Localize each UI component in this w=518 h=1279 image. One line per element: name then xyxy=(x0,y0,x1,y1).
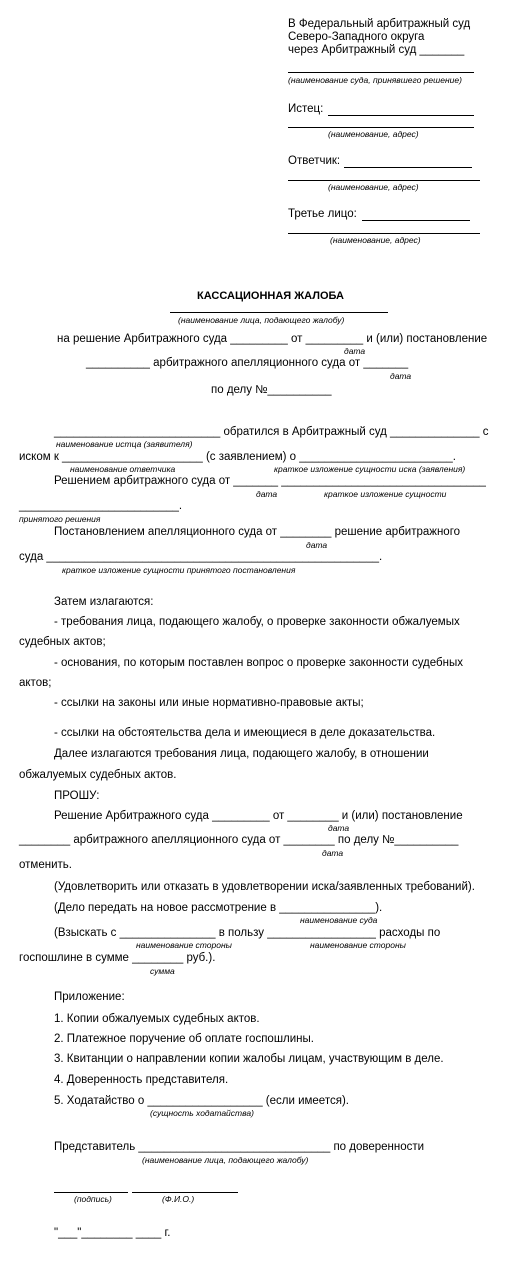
defendant-field-line xyxy=(344,167,472,168)
p2-line1: Решением арбитражного суда от _______ ________________________________ xyxy=(54,475,486,487)
appendix-item5-hint: (сущность ходатайства) xyxy=(150,1108,254,1118)
then-heading: Затем излагаются: xyxy=(54,596,154,608)
third-party-field-line xyxy=(362,220,470,221)
request1-line2: ________ арбитражного апелляционного суда от ________ по делу №__________ xyxy=(19,834,459,846)
bullet1-line1: - требования лица, подающего жалобу, о проверке законности обжалуемых xyxy=(54,616,460,628)
court-underline xyxy=(288,72,474,73)
request4-hint2: сумма xyxy=(150,966,175,976)
appendix-item: 3. Квитанции о направлении копии жалобы лицам, участвующим в деле. xyxy=(54,1053,444,1065)
defendant-label: Ответчик: xyxy=(288,155,341,167)
title-date-hint2: дата xyxy=(390,371,412,381)
appendix-item: 1. Копии обжалуемых судебных актов. xyxy=(54,1013,260,1025)
p1-line2: иском к ______________________ (с заявлением) о ________________________. xyxy=(19,451,456,463)
p1-hint2a: наименование ответчика xyxy=(70,464,176,474)
request4-line2: госпошлине в сумме ________ руб.). xyxy=(19,952,216,964)
request1-line1: Решение Арбитражного суда _________ от ________ и (или) постановление xyxy=(54,810,463,822)
request4-hint1a: наименование стороны xyxy=(136,940,232,950)
p1-line1: __________________________ обратился в Арбитражный суд ______________ с xyxy=(54,426,489,438)
further-line2: обжалуемых судебных актов. xyxy=(19,769,177,781)
representative-line: Представитель ______________________________ по доверенности xyxy=(54,1141,425,1153)
fullname-hint: (Ф.И.О.) xyxy=(162,1194,195,1204)
bullet1-line2: судебных актов; xyxy=(19,636,106,648)
bullet2-line2: актов; xyxy=(19,677,52,689)
defendant-hint: (наименование, адрес) xyxy=(328,182,419,192)
request4-line1: (Взыскать с _______________ в пользу _________________ расходы по xyxy=(54,927,441,939)
plaintiff-field-line xyxy=(328,115,474,116)
request2: (Удовлетворить или отказать в удовлетворении иска/заявленных требований). xyxy=(54,881,475,893)
further-line1: Далее излагаются требования лица, подающего жалобу, в отношении xyxy=(54,748,429,760)
defendant-field-line2 xyxy=(288,180,480,181)
addressee-court-line2: Северо-Западного округа xyxy=(288,31,425,43)
applicant-hint: (наименование лица, подающего жалобу) xyxy=(178,315,345,325)
plaintiff-label: Истец: xyxy=(288,103,324,115)
p2-hint1b: краткое изложение сущности xyxy=(324,489,447,499)
applicant-underline xyxy=(170,312,388,313)
appendix-item: 4. Доверенность представителя. xyxy=(54,1074,229,1086)
request1-hint2: дата xyxy=(322,848,344,858)
court-hint: (наименование суда, принявшего решение) xyxy=(288,75,462,85)
appendix-item: 5. Ходатайство о __________________ (если имеется). xyxy=(54,1095,349,1107)
request1-hint1: дата xyxy=(328,823,350,833)
request3-hint: наименование суда xyxy=(300,915,378,925)
p3-hint1: дата xyxy=(306,540,328,550)
bullet3: - ссылки на законы или иные нормативно-правовые акты; xyxy=(54,697,364,709)
plaintiff-field-line2 xyxy=(288,127,474,128)
representative-hint: (наименование лица, подающего жалобу) xyxy=(142,1155,309,1165)
signature-line xyxy=(54,1192,128,1193)
appendix-heading: Приложение: xyxy=(54,991,125,1003)
p1-hint1: наименование истца (заявителя) xyxy=(56,439,193,449)
request4-hint1b: наименование стороны xyxy=(310,940,406,950)
p3-line2: суда ____________________________________________________. xyxy=(19,551,383,563)
p3-line1: Постановлением апелляционного суда от ________ решение арбитражного xyxy=(54,526,461,538)
p1-hint2b: краткое изложение сущности иска (заявления) xyxy=(274,464,466,474)
request-heading: ПРОШУ: xyxy=(54,790,100,802)
p2-hint1a: дата xyxy=(256,489,278,499)
date-line: "___"________ ____ г. xyxy=(54,1227,171,1239)
request3: (Дело передать на новое рассмотрение в _______________). xyxy=(54,902,383,914)
p3-hint2: краткое изложение сущности принятого постановления xyxy=(62,565,296,575)
p2-hint2: принятого решения xyxy=(19,514,101,524)
signature-hint: (подпись) xyxy=(74,1194,112,1204)
appendix-item: 2. Платежное поручение об оплате госпошлины. xyxy=(54,1033,314,1045)
fullname-line xyxy=(132,1192,238,1193)
bullet4: - ссылки на обстоятельства дела и имеющиеся в деле доказательства. xyxy=(54,727,436,739)
request1-line3: отменить. xyxy=(19,859,72,871)
title-line1: на решение Арбитражного суда _________ от _________ и (или) постановление xyxy=(57,333,488,345)
third-party-field-line2 xyxy=(288,233,480,234)
case-number-line: по делу №__________ xyxy=(211,384,332,396)
addressee-court-line3: через Арбитражный суд _______ xyxy=(288,44,465,56)
addressee-court-line1: В Федеральный арбитражный суд xyxy=(288,18,471,30)
title-line2: __________ арбитражного апелляционного суда от _______ xyxy=(86,357,409,369)
third-party-hint: (наименование, адрес) xyxy=(330,235,421,245)
third-party-label: Третье лицо: xyxy=(288,208,357,220)
document-title: КАССАЦИОННАЯ ЖАЛОБА xyxy=(197,290,344,302)
plaintiff-hint: (наименование, адрес) xyxy=(328,129,419,139)
bullet2-line1: - основания, по которым поставлен вопрос о проверке законности судебных xyxy=(54,657,463,669)
title-date-hint1: дата xyxy=(344,346,366,356)
p2-line2: _________________________. xyxy=(19,500,183,512)
